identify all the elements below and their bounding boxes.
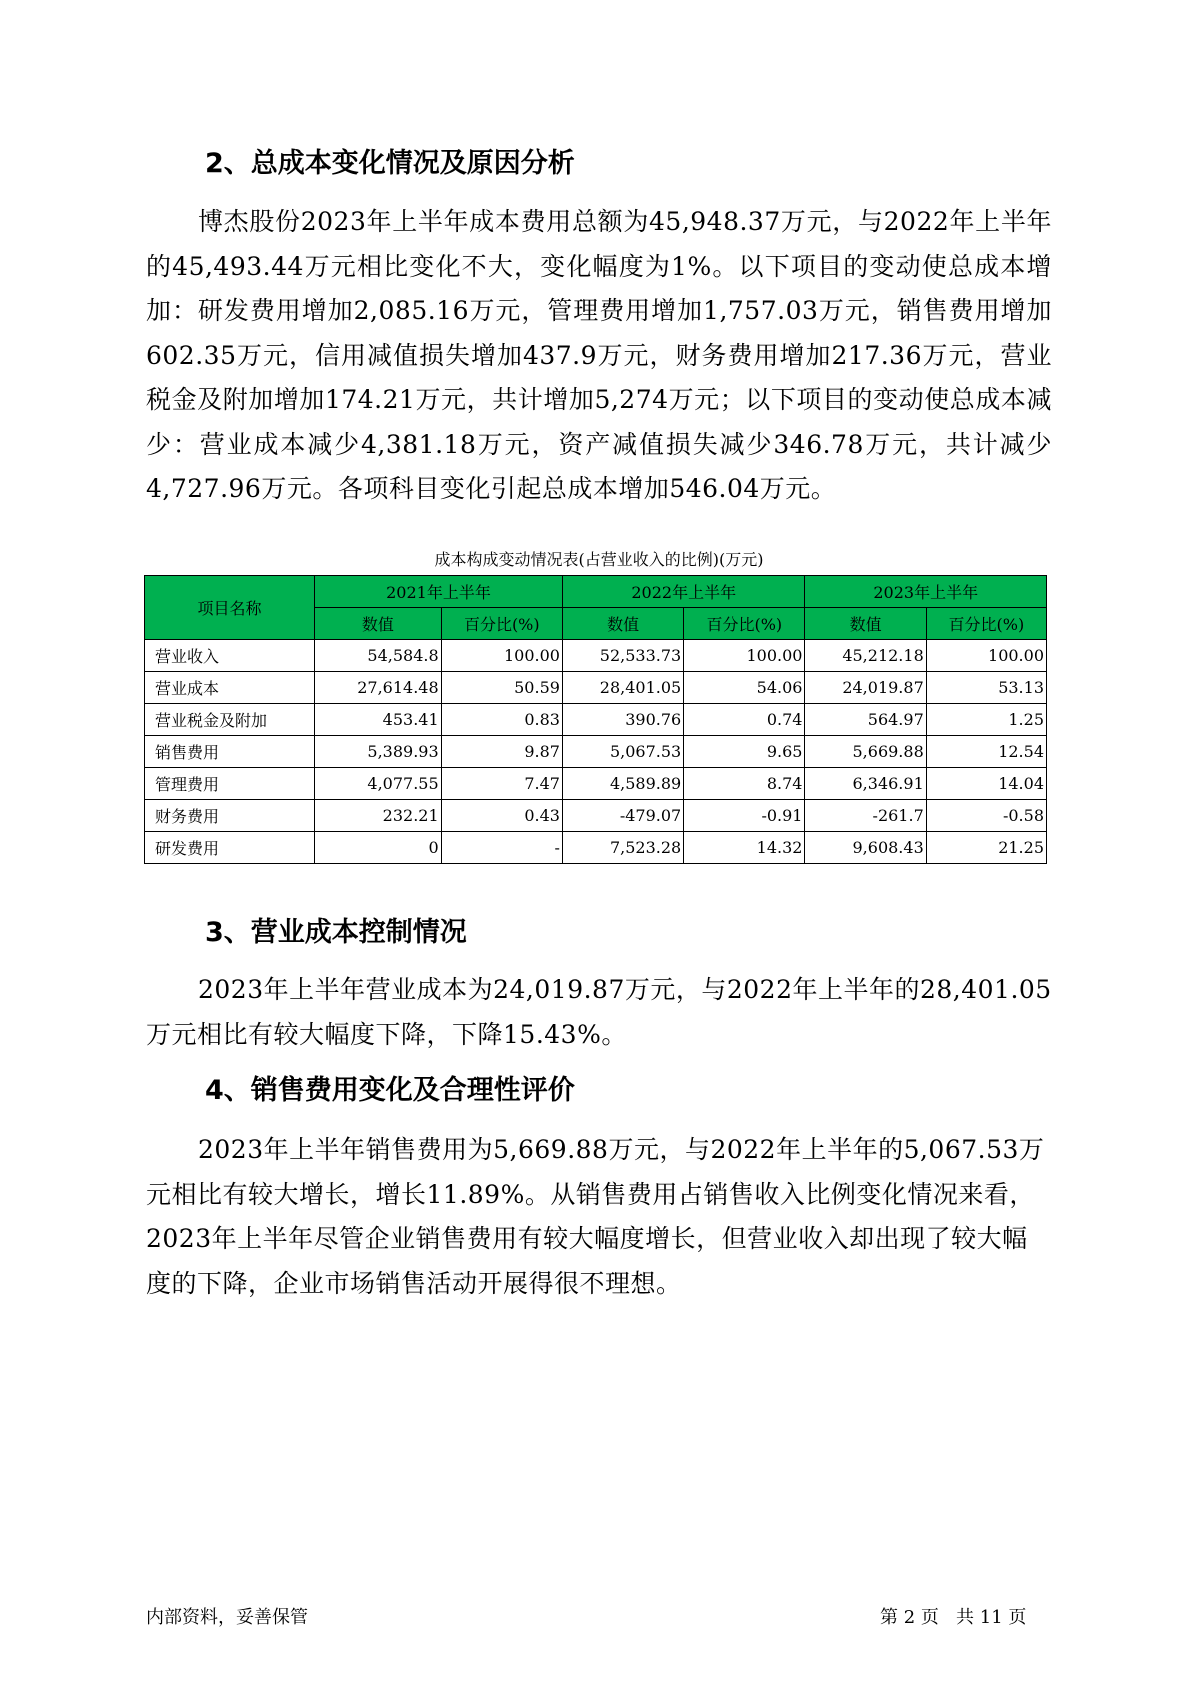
- table-cell: 54.06: [684, 672, 805, 704]
- table-cell: 8.74: [684, 768, 805, 800]
- table-row: [145, 704, 1047, 736]
- table-cell: 5,669.88: [805, 736, 926, 768]
- table-row: [145, 736, 1047, 768]
- table-cell: 1.25: [926, 704, 1046, 736]
- table-cell: 9.65: [684, 736, 805, 768]
- header-value: 数值: [314, 608, 441, 640]
- table-cell: -261.7: [805, 800, 926, 832]
- table-cell: 7,523.28: [562, 832, 683, 864]
- table-cell: 0.43: [441, 800, 562, 832]
- table-row: [145, 800, 1047, 832]
- table-cell: 4,589.89: [562, 768, 683, 800]
- row-label: 营业收入: [145, 640, 315, 672]
- table-cell: 100.00: [926, 640, 1046, 672]
- row-label: 研发费用: [145, 832, 315, 864]
- table-caption: 成本构成变动情况表(占营业收入的比例)(万元): [434, 550, 764, 569]
- header-period-2023: 2023年上半年: [805, 576, 1047, 608]
- table-cell: 45,212.18: [805, 640, 926, 672]
- table-cell: 5,389.93: [314, 736, 441, 768]
- row-label: 销售费用: [145, 736, 315, 768]
- table-cell: 0.83: [441, 704, 562, 736]
- table-cell: 9,608.43: [805, 832, 926, 864]
- table-cell: 100.00: [441, 640, 562, 672]
- table-cell: -0.91: [684, 800, 805, 832]
- row-label: 营业成本: [145, 672, 315, 704]
- table-cell: 12.54: [926, 736, 1046, 768]
- table-cell: 21.25: [926, 832, 1046, 864]
- table-cell: 50.59: [441, 672, 562, 704]
- table-cell: 27,614.48: [314, 672, 441, 704]
- footer-confidential-note: 内部资料，妥善保管: [146, 1607, 308, 1628]
- table-cell: 14.32: [684, 832, 805, 864]
- header-value: 数值: [805, 608, 926, 640]
- row-label: 营业税金及附加: [145, 704, 315, 736]
- section-heading-operating-cost: 3、营业成本控制情况: [205, 917, 467, 948]
- table-row: [145, 832, 1047, 864]
- table-cell: 52,533.73: [562, 640, 683, 672]
- paragraph-total-cost: 博杰股份2023年上半年成本费用总额为45,948.37万元，与2022年上半年的45,493.44万元相比变化不大，变化幅度为1%。以下项目的变动使总成本增加：研发费用增加2,085.16万元，管理费用增加1,757.03万元，销售费用增加602.35万元，信用减值损失增加437.9万元，财务费用增加217.36万元，营业税金及附加增加174.21万元，共计增加5,274万元；以下项目的变动使总成本减少：营业成本减少4,381.18万元，资产减值损失减少346.78万元，共计减少4,727.96万元。各项科目变化引起总成本增加546.04万元。: [146, 207, 1052, 503]
- header-period-2022: 2022年上半年: [562, 576, 805, 608]
- header-item-name: 项目名称: [145, 576, 315, 640]
- table-cell: 6,346.91: [805, 768, 926, 800]
- table-cell: 0: [314, 832, 441, 864]
- table-cell: 100.00: [684, 640, 805, 672]
- row-label: 管理费用: [145, 768, 315, 800]
- footer-page-number: 第 2 页 共 11 页: [880, 1607, 1027, 1628]
- header-value: 数值: [562, 608, 683, 640]
- table-cell: 28,401.05: [562, 672, 683, 704]
- paragraph-selling-expense: 2023年上半年销售费用为5,669.88万元，与2022年上半年的5,067.53万元相比有较大增长，增长11.89%。从销售费用占销售收入比例变化情况来看，2023年上半年尽管企业销售费用有较大幅度增长，但营业收入却出现了较大幅度的下降，企业市场销售活动开展得很不理想。: [146, 1135, 1045, 1298]
- table-cell: 9.87: [441, 736, 562, 768]
- row-label: 财务费用: [145, 800, 315, 832]
- table-cell: -0.58: [926, 800, 1046, 832]
- table-cell: 390.76: [562, 704, 683, 736]
- table-cell: 453.41: [314, 704, 441, 736]
- table-cell: 53.13: [926, 672, 1046, 704]
- table-cell: -: [441, 832, 562, 864]
- table-cell: 0.74: [684, 704, 805, 736]
- section-heading-selling-expense: 4、销售费用变化及合理性评价: [205, 1075, 575, 1106]
- table-row: [145, 768, 1047, 800]
- table-cell: 54,584.8: [314, 640, 441, 672]
- section-heading-total-cost: 2、总成本变化情况及原因分析: [205, 148, 575, 179]
- header-percent: 百分比(%): [441, 608, 562, 640]
- table-cell: 564.97: [805, 704, 926, 736]
- paragraph-operating-cost: 2023年上半年营业成本为24,019.87万元，与2022年上半年的28,401.05万元相比有较大幅度下降，下降15.43%。: [146, 975, 1052, 1049]
- cost-structure-table: [144, 575, 1047, 864]
- header-percent: 百分比(%): [926, 608, 1046, 640]
- table-cell: 14.04: [926, 768, 1046, 800]
- table-cell: 24,019.87: [805, 672, 926, 704]
- table-cell: 232.21: [314, 800, 441, 832]
- table-cell: -479.07: [562, 800, 683, 832]
- table-cell: 7.47: [441, 768, 562, 800]
- table-cell: 5,067.53: [562, 736, 683, 768]
- header-percent: 百分比(%): [684, 608, 805, 640]
- table-row: [145, 640, 1047, 672]
- table-row: [145, 672, 1047, 704]
- header-period-2021: 2021年上半年: [314, 576, 562, 608]
- table-cell: 4,077.55: [314, 768, 441, 800]
